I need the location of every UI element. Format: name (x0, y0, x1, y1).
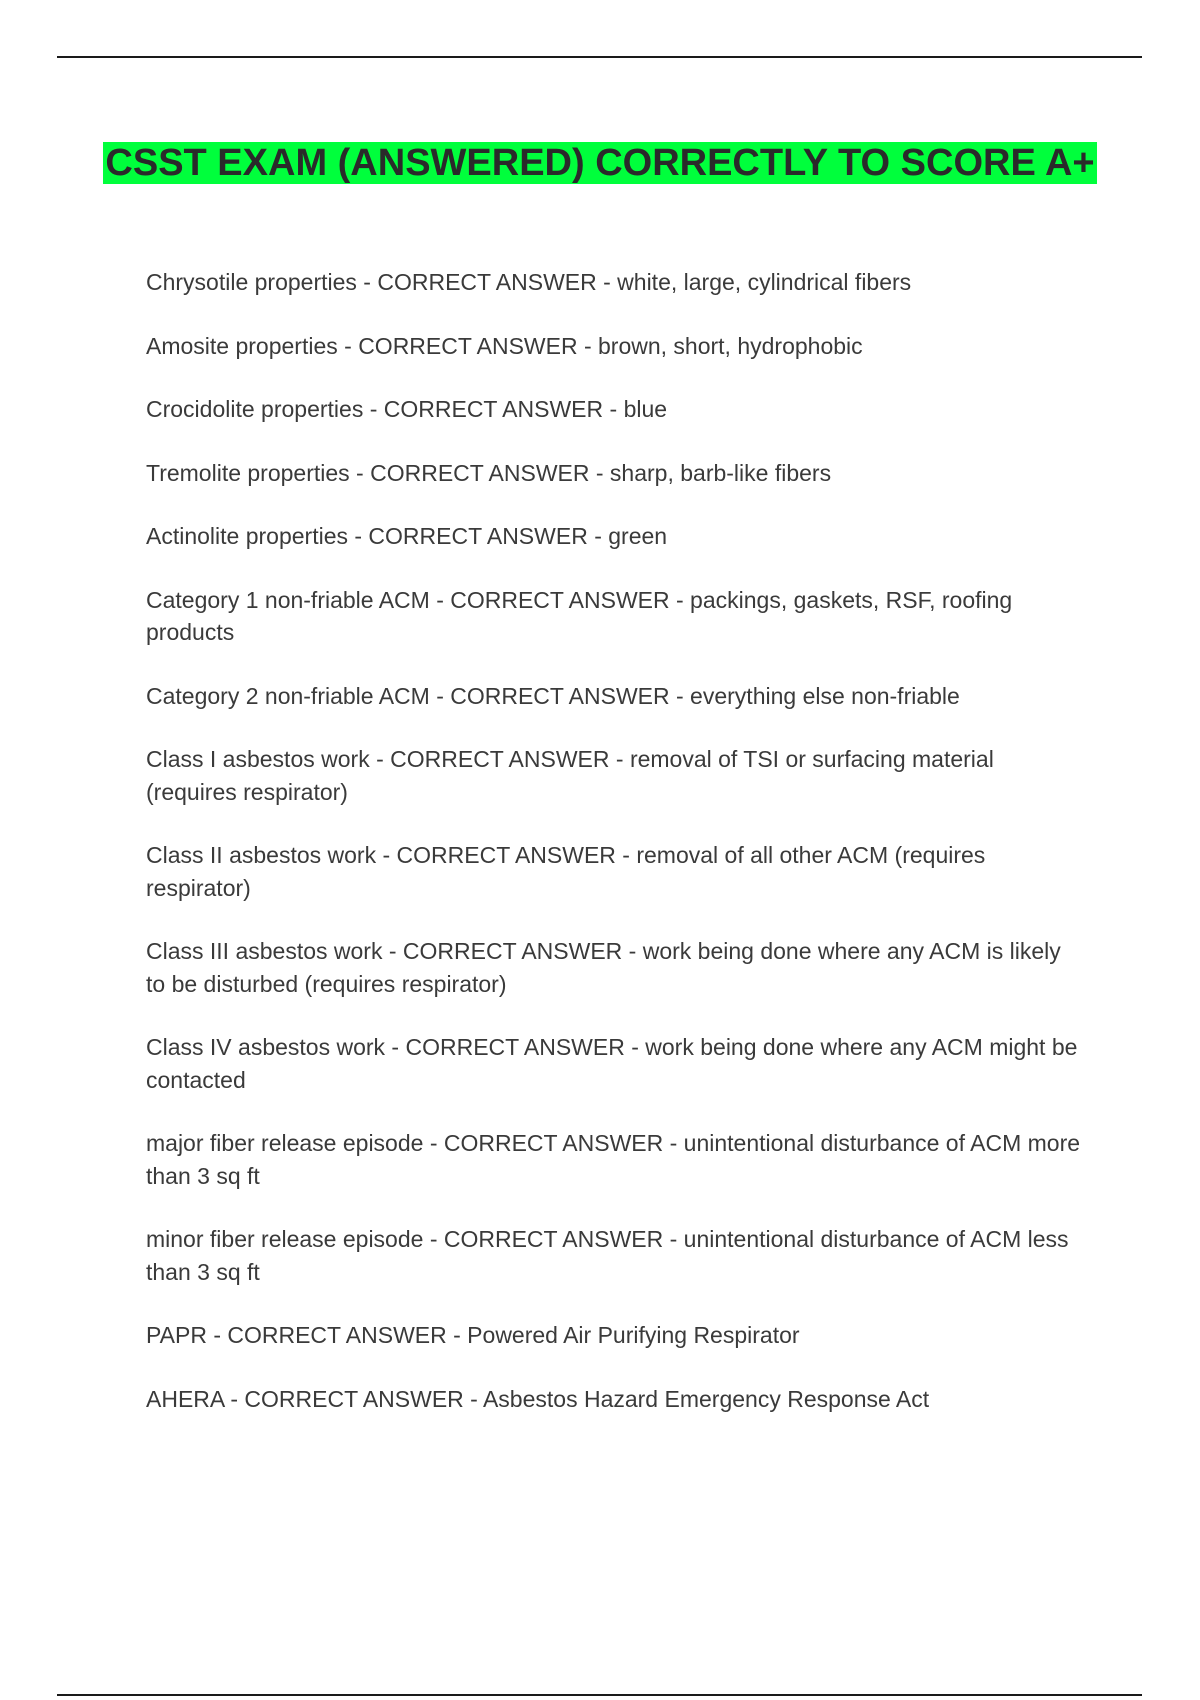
title-highlight: CSST EXAM (ANSWERED) CORRECTLY TO SCORE A+ (105, 142, 1095, 184)
qa-item-crocidolite: Crocidolite properties - CORRECT ANSWER - blue (146, 396, 668, 422)
qa-item-actinolite: Actinolite properties - CORRECT ANSWER - green (146, 523, 668, 549)
qa-item-chrysotile: Chrysotile properties - CORRECT ANSWER - white, large, cylindrical fibers (146, 269, 912, 295)
qa-item-class-4: Class IV asbestos work - CORRECT ANSWER - work being done where any ACM might be contacted (146, 1034, 1078, 1093)
page-title (0, 140, 1200, 187)
qa-item-ahera: AHERA - CORRECT ANSWER - Asbestos Hazard Emergency Response Act (146, 1385, 930, 1412)
qa-item-amosite: Amosite properties - CORRECT ANSWER - brown, short, hydrophobic (146, 332, 863, 359)
qa-item-class-3: Class III asbestos work - CORRECT ANSWER - work being done where any ACM is likely to be disturbed (requires respirator) (146, 938, 1061, 997)
qa-item-major-release: major fiber release episode - CORRECT ANSWER - unintentional disturbance of ACM more than 3 sq ft (146, 1130, 1081, 1189)
qa-item-category-1: Category 1 non-friable ACM - CORRECT ANSWER - packings, gaskets, RSF, roofing products (146, 586, 1013, 645)
qa-list (146, 266, 1081, 1446)
qa-item-papr: PAPR - CORRECT ANSWER - Powered Air Purifying Respirator (146, 1322, 800, 1348)
header-rule (57, 56, 1142, 58)
footer-rule (57, 1694, 1142, 1696)
qa-item-tremolite: Tremolite properties - CORRECT ANSWER - sharp, barb-like fibers (146, 459, 832, 486)
qa-item-class-1: Class I asbestos work - CORRECT ANSWER - removal of TSI or surfacing material (requires respirator) (146, 746, 994, 805)
qa-item-class-2: Class II asbestos work - CORRECT ANSWER - removal of all other ACM (requires respirator) (146, 842, 986, 901)
qa-item-minor-release: minor fiber release episode - CORRECT ANSWER - unintentional disturbance of ACM less than 3 sq ft (146, 1226, 1069, 1285)
qa-item-category-2: Category 2 non-friable ACM - CORRECT ANSWER - everything else non-friable (146, 682, 960, 709)
